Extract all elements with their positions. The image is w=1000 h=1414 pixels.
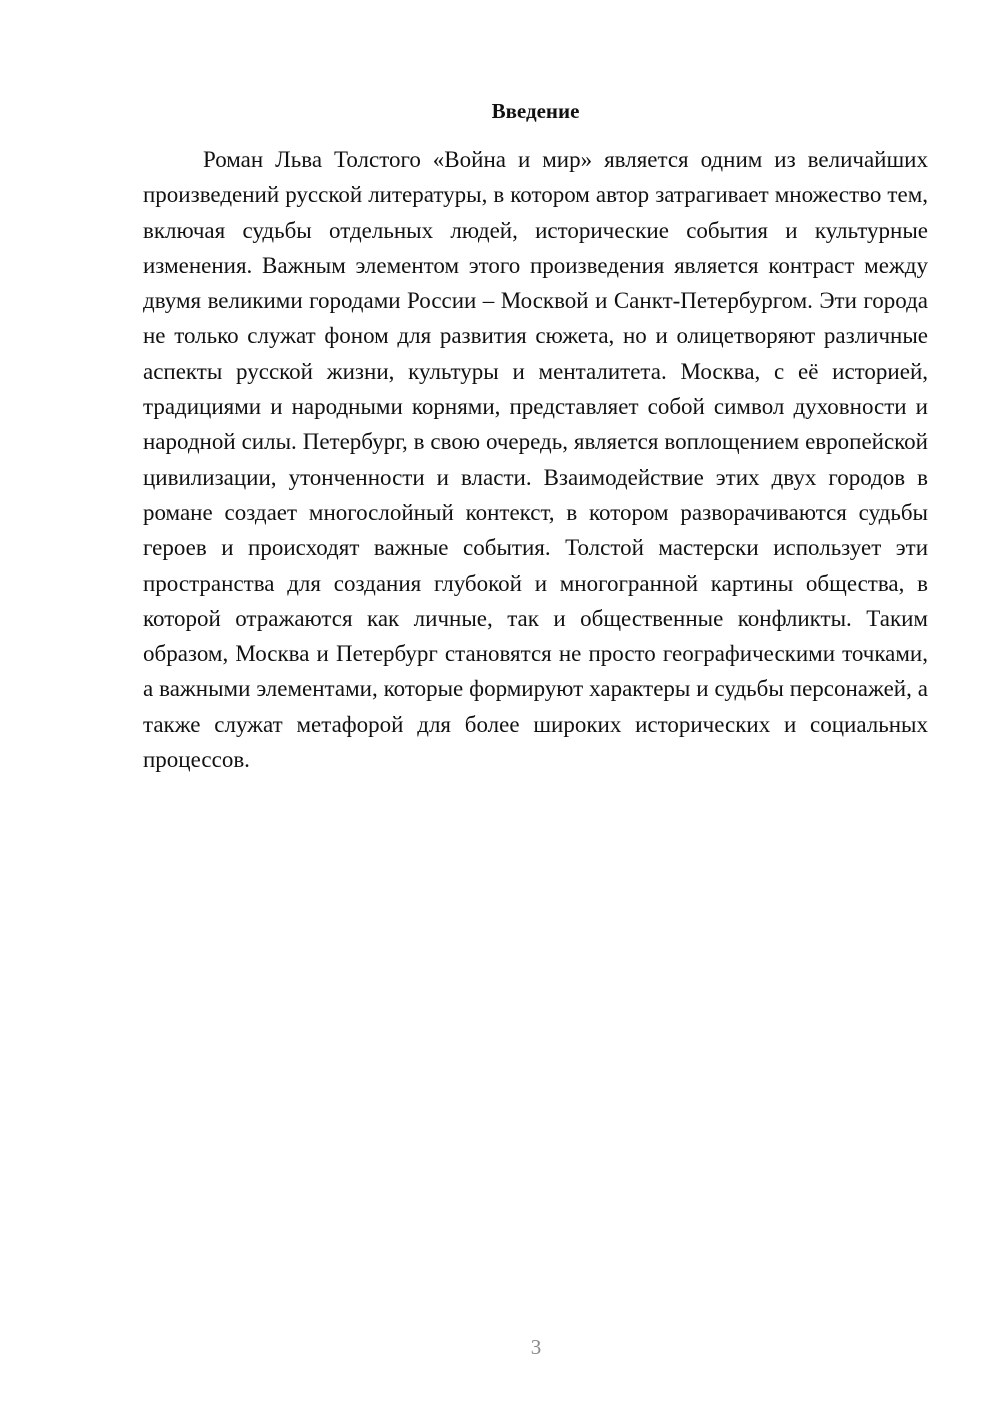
section-heading: Введение: [491, 99, 580, 123]
body-paragraph: Роман Льва Толстого «Война и мир» является одним из величайших произведений русской литературы, в котором автор затрагивает множество тем, включая судьбы отдельных людей, исторические события и культурные изменения. Важным элементом этого произведения является контраст между двумя великими городами России – Москвой и Санкт-Петербургом. Эти города не только служат фоном для развития сюжета, но и олицетворяют различные аспекты русской жизни, культуры и менталитета. Москва, с её историей, традициями и народными корнями, представляет собой символ духовности и народной силы. Петербург, в свою очередь, является воплощением европейской цивилизации, утонченности и власти. Взаимодействие этих двух городов в романе создает многослойный контекст, в котором разворачиваются судьбы героев и происходят важные события. Толстой мастерски использует эти пространства для создания глубокой и многогранной картины общества, в которой отражаются как личные, так и общественные конфликты. Таким образом, Москва и Петербург становятся не просто географическими точками, а важными элементами, которые формируют характеры и судьбы персонажей, а также служат метафорой для более широких исторических и социальных процессов.: [143, 147, 928, 773]
page-number: 3: [530, 1335, 542, 1359]
